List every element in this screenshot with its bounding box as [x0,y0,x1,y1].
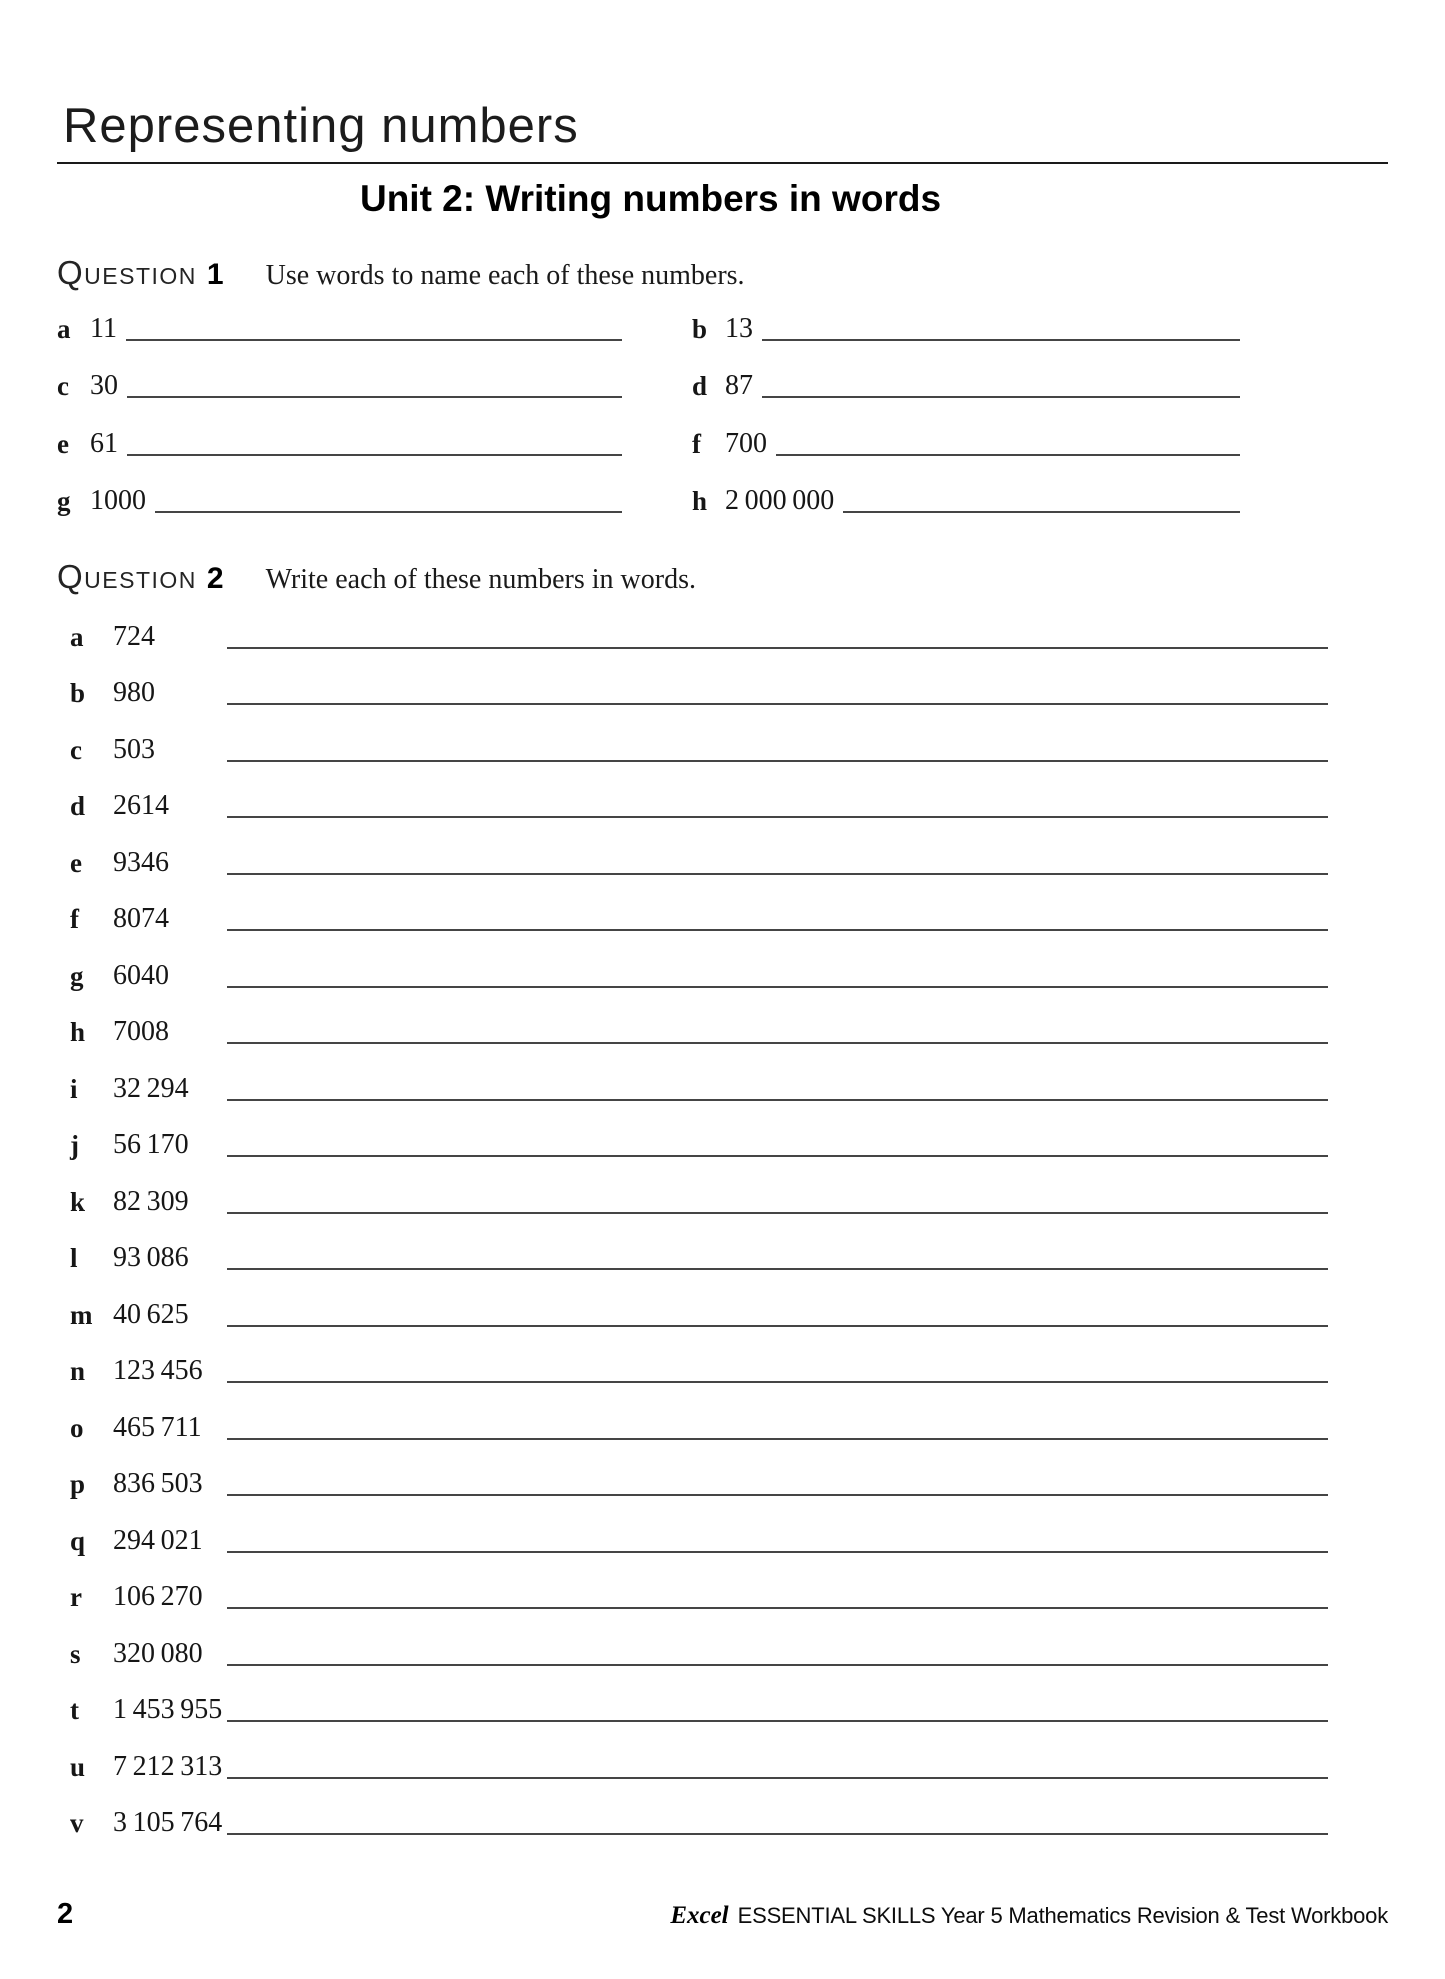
page-title: Representing numbers [63,99,579,153]
item-letter: o [70,1412,84,1443]
question-1-label: Question [57,254,197,292]
question-item-row [57,714,1388,771]
item-letter: c [70,734,82,765]
answer-line[interactable] [843,511,1240,513]
item-letter: b [70,678,86,709]
item-letter: r [70,1582,82,1613]
answer-line[interactable] [227,1438,1328,1440]
item-number: 980 [113,677,155,709]
title-divider [57,162,1388,164]
item-letter: l [70,1243,78,1274]
item-letter: g [57,486,71,517]
answer-line[interactable] [227,703,1328,705]
question-item-row [57,601,1388,658]
item-number: 93 086 [113,1242,189,1274]
item-letter: v [70,1808,84,1839]
item-number: 724 [113,620,155,652]
item-number: 294 021 [113,1524,203,1556]
question-item-row [57,1505,1388,1562]
item-number: 30 [90,370,118,402]
item-letter: d [70,791,86,822]
answer-line[interactable] [227,1042,1328,1044]
item-letter: d [692,371,708,402]
question-1-items [57,292,1388,522]
item-letter: u [70,1751,86,1782]
item-letter: e [57,428,69,459]
question-item-row [57,1336,1388,1393]
question-1-header [57,254,1388,292]
item-number: 700 [725,427,767,459]
item-number: 320 080 [113,1637,203,1669]
answer-line[interactable] [126,339,622,341]
answer-line[interactable] [227,1777,1328,1779]
item-letter: b [692,313,708,344]
answer-line[interactable] [776,454,1240,456]
item-letter: e [70,847,82,878]
item-letter: n [70,1356,86,1387]
item-number: 9346 [113,846,169,878]
item-number: 123 456 [113,1355,203,1387]
question-item-row [57,1562,1388,1619]
question-item-row [57,465,622,523]
item-number: 7008 [113,1016,169,1048]
item-number: 836 503 [113,1468,203,1500]
answer-line[interactable] [762,396,1240,398]
question-item-row [57,1392,1388,1449]
question-1-section [57,254,1388,522]
item-number: 8074 [113,903,169,935]
item-number: 32 294 [113,1072,189,1104]
answer-line[interactable] [227,1551,1328,1553]
question-item-row [57,350,622,408]
item-letter: i [70,1073,78,1104]
question-item-row [57,1223,1388,1280]
item-letter: a [70,621,84,652]
question-item-row [57,1449,1388,1506]
question-item-row [57,407,622,465]
answer-line[interactable] [227,1212,1328,1214]
footer-brand: Excel [670,1902,729,1929]
answer-line[interactable] [227,1325,1328,1327]
answer-line[interactable] [227,1099,1328,1101]
answer-line[interactable] [227,816,1328,818]
question-2-section [57,558,1388,1844]
item-letter: k [70,1186,86,1217]
question-item-row [692,292,1240,350]
answer-line[interactable] [762,339,1240,341]
question-2-label: Question [57,558,197,596]
answer-line[interactable] [127,396,622,398]
question-item-row [57,997,1388,1054]
question-item-row [57,827,1388,884]
page-number: 2 [57,1898,74,1930]
answer-line[interactable] [227,929,1328,931]
question-item-row [57,1731,1388,1788]
question-item-row [57,771,1388,828]
item-number: 13 [725,312,753,344]
item-letter: h [70,1017,86,1048]
item-letter: j [70,1130,79,1161]
question-1-number: 1 [206,258,224,292]
item-letter: f [70,904,79,935]
question-2-header [57,558,1388,596]
item-number: 1000 [90,485,146,517]
item-letter: p [70,1469,86,1500]
answer-line[interactable] [227,873,1328,875]
item-number: 61 [90,427,118,459]
answer-line[interactable] [227,1381,1328,1383]
answer-line[interactable] [227,986,1328,988]
question-item-row [692,350,1240,408]
question-item-row [57,1166,1388,1223]
item-number: 40 625 [113,1298,189,1330]
question-1-prompt: Use words to name each of these numbers. [265,260,745,292]
item-number: 503 [113,733,155,765]
question-item-row [57,1053,1388,1110]
item-letter: c [57,371,69,402]
answer-line[interactable] [227,1664,1328,1666]
item-number: 465 711 [113,1411,202,1443]
question-item-row [57,884,1388,941]
answer-line[interactable] [227,1268,1328,1270]
answer-line[interactable] [227,647,1328,649]
question-item-row [57,1788,1388,1845]
item-letter: t [70,1695,79,1726]
footer-text: ESSENTIAL SKILLS Year 5 Mathematics Revision & Test Workbook [737,1903,1388,1928]
answer-line[interactable] [227,1494,1328,1496]
item-number: 2614 [113,790,169,822]
unit-title: Unit 2: Writing numbers in words [359,177,942,219]
item-letter: h [692,486,708,517]
item-letter: s [70,1638,81,1669]
answer-line[interactable] [127,454,622,456]
item-number: 11 [90,312,117,344]
answer-line[interactable] [227,1607,1328,1609]
item-letter: q [70,1525,86,1556]
item-number: 87 [725,370,753,402]
question-item-row [57,658,1388,715]
answer-line[interactable] [227,1833,1328,1835]
footer-book-title [670,1902,1388,1930]
question-item-row [57,1618,1388,1675]
question-2-number: 2 [206,562,224,596]
question-item-row [57,1110,1388,1167]
question-item-row [57,1279,1388,1336]
item-letter: g [70,960,84,991]
question-item-row [57,292,622,350]
item-number: 82 309 [113,1185,189,1217]
item-number: 6040 [113,959,169,991]
item-number: 56 170 [113,1129,189,1161]
question-2-prompt: Write each of these numbers in words. [265,564,696,596]
item-number: 2 000 000 [725,485,835,517]
answer-line[interactable] [227,1720,1328,1722]
answer-line[interactable] [155,511,622,513]
item-letter: f [692,428,701,459]
item-letter: m [70,1299,93,1330]
answer-line[interactable] [227,1155,1328,1157]
question-item-row [692,407,1240,465]
question-2-items [57,601,1388,1844]
question-item-row [57,1675,1388,1732]
item-number: 1 453 955 [113,1694,223,1726]
item-number: 106 270 [113,1581,203,1613]
item-number: 3 105 764 [113,1807,223,1839]
page-footer [57,1898,1388,1931]
question-item-row [57,940,1388,997]
item-letter: a [57,313,71,344]
answer-line[interactable] [227,760,1328,762]
question-item-row [692,465,1240,523]
item-number: 7 212 313 [113,1750,223,1782]
